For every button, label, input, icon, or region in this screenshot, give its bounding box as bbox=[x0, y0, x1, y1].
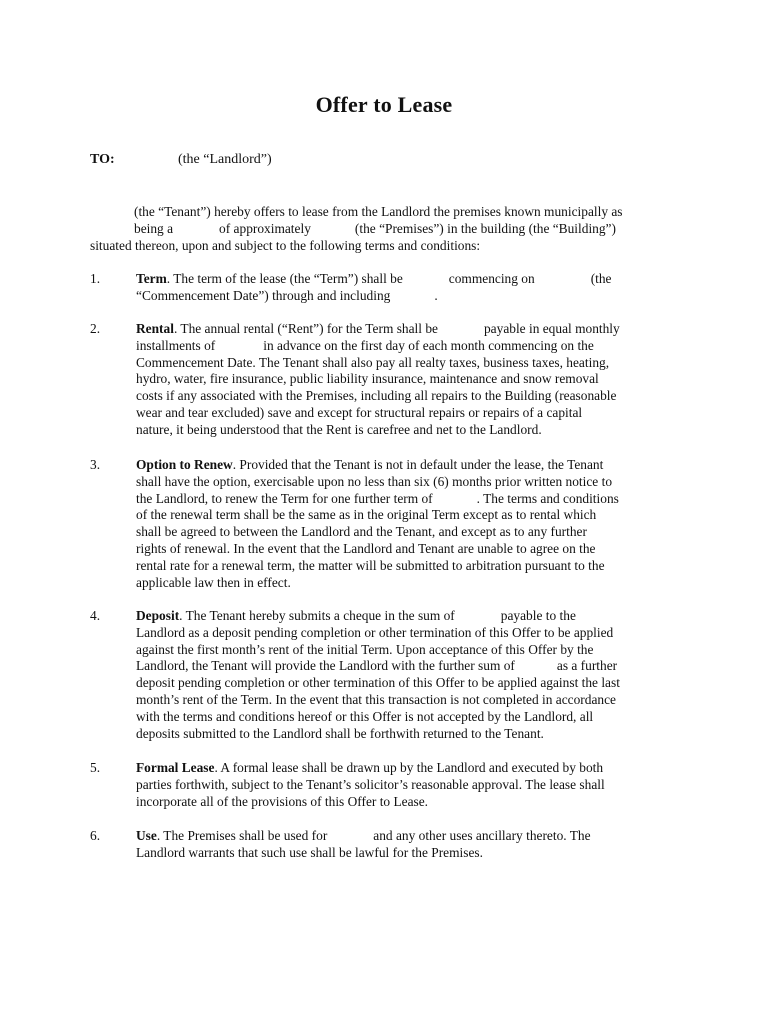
clause-heading: Formal Lease bbox=[136, 760, 215, 775]
landlord-designation: (the “Landlord”) bbox=[178, 152, 272, 167]
clause-deposit: 4. Deposit. The Tenant hereby submits a cheque in the sum of payable to the Landlord as a deposit pending completion or other termination of this Offer to be applied against the first month’s rent of the initial Term. Upon acceptance of this Offer by the Landlord, the Tenant will provide the Landlord with the further sum of as a further deposit pending completion or other termination of this Offer to be applied against the last month’s rent of the Term. In the event that this transaction is not completed in accordance with the terms and conditions hereof or this Offer is not accepted by the Landlord, all deposits submitted to the Landlord shall be forthwith returned to the Tenant. bbox=[90, 608, 620, 741]
intro-paragraph bbox=[90, 204, 680, 254]
clause-heading: Option to Renew bbox=[136, 457, 233, 472]
document-title: Offer to Lease bbox=[315, 92, 453, 117]
clause-term: 1. Term. The term of the lease (the “Term”) shall be commencing on (the “Commencement Date”) through and including . bbox=[90, 271, 612, 303]
clause-number: 4. bbox=[90, 608, 101, 623]
clause-number: 1. bbox=[90, 271, 101, 286]
clause-heading: Rental bbox=[136, 321, 174, 336]
to-label: TO: bbox=[90, 152, 115, 167]
addressee-row bbox=[90, 152, 272, 168]
clause-number: 5. bbox=[90, 760, 101, 775]
clause-formal-lease: 5. Formal Lease. A formal lease shall be drawn up by the Landlord and executed by both parties forthwith, subject to the Tenant’s solicitor’s reasonable approval. The lease shall incorporate all of the provisions of this Offer to Lease. bbox=[90, 760, 605, 809]
clause-heading: Deposit bbox=[136, 608, 180, 623]
clause-use: 6. Use. The Premises shall be used for and any other uses ancillary thereto. The Landlord warrants that such use shall be lawful for the Premises. bbox=[90, 828, 591, 860]
clause-number: 3. bbox=[90, 457, 101, 472]
intro-line: being a of approximately (the “Premises”) in the building (the “Building”) bbox=[134, 220, 616, 236]
clause-rental: 2. Rental. The annual rental (“Rent”) for the Term shall be payable in equal monthly installments of in advance on the first day of each month commencing on the Commencement Date. The Tenant shall also pay all realty taxes, business taxes, heating, hydro, water, fire insurance, public liability insurance, maintenance and snow removal costs if any associated with the Premises, including all repairs to the Building (reasonable wear and tear excluded) save and except for structural repairs or repairs of a capital nature, it being understood that the Rent is carefree and net to the Landlord. bbox=[90, 321, 620, 437]
intro-line: situated thereon, upon and subject to the following terms and conditions: bbox=[90, 237, 481, 253]
clause-option-to-renew: 3. Option to Renew. Provided that the Tenant is not in default under the lease, the Tenant shall have the option, exercisable upon no less than six (6) months prior written notice to the Landlord, to renew the Term for one further term of . The terms and conditions of the renewal term shall be the same as in the original Term except as to rental which shall be agreed to between the Landlord and the Tenant, and except as to any further rights of renewal. In the event that the Landlord and Tenant are unable to agree on the rental rate for a renewal term, the matter will be submitted to arbitration pursuant to the applicable law then in effect. bbox=[90, 457, 619, 590]
clause-number: 6. bbox=[90, 828, 101, 843]
intro-line: (the “Tenant”) hereby offers to lease from the Landlord the premises known municipally as bbox=[134, 204, 623, 219]
clause-number: 2. bbox=[90, 321, 101, 336]
clause-heading: Term bbox=[136, 271, 167, 286]
clause-heading: Use bbox=[136, 828, 157, 843]
